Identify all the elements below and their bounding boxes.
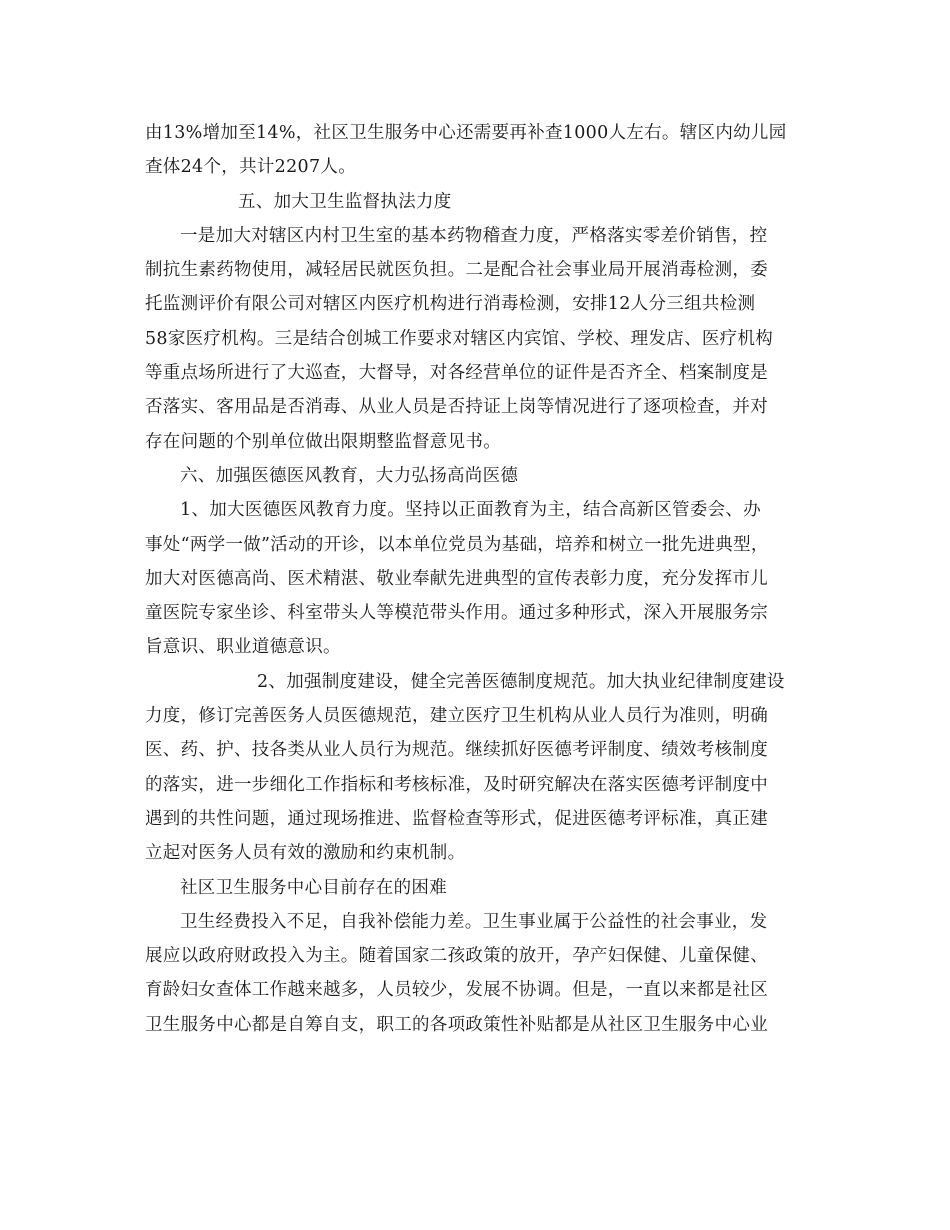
section-heading: 六、加强医德医风教育，大力弘扬高尚医德: [180, 465, 519, 486]
text-line: 托监测评价有限公司对辖区内医疗机构进行消毒检测，安排12人分三组共检测: [145, 294, 756, 315]
text-line: 存在问题的个别单位做出限期整监督意见书。: [145, 431, 501, 452]
section-heading: 五、加大卫生监督执法力度: [238, 191, 452, 212]
section-heading: 社区卫生服务中心目前存在的困难: [180, 877, 447, 898]
text-line: 否落实、客用品是否消毒、从业人员是否持证上岗等情况进行了逐项检查，并对: [145, 397, 768, 418]
paragraph-start: 卫生经费投入不足，自我补偿能力差。卫生事业属于公益性的社会事业，发: [180, 911, 768, 932]
text-line: 事处“两学一做”活动的开诊，以本单位党员为基础，培养和树立一批先进典型，: [145, 534, 769, 555]
paragraph-start: 一是加大对辖区内村卫生室的基本药物稽查力度，严格落实零差价销售，控: [180, 225, 768, 246]
text-line: 制抗生素药物使用，减轻居民就医负担。二是配合社会事业局开展消毒检测，委: [145, 260, 768, 281]
paragraph-start: 2、加强制度建设，健全完善医德制度规范。加大执业纪律制度建设: [257, 671, 785, 692]
text-line: 遇到的共性问题，通过现场推进、监督检查等形式，促进医德考评标准，真正建: [145, 808, 768, 829]
text-line: 查体24个，共计2207人。: [145, 157, 357, 178]
document-body: [145, 116, 805, 1042]
text-line: 力度，修订完善医务人员医德规范，建立医疗卫生机构从业人员行为准则，明确: [145, 706, 768, 727]
text-line: 等重点场所进行了大巡查，大督导，对各经营单位的证件是否齐全、档案制度是: [145, 363, 768, 384]
text-line: 卫生服务中心都是自筹自支，职工的各项政策性补贴都是从社区卫生服务中心业: [145, 1014, 768, 1035]
text-line: 医、药、护、技各类从业人员行为规范。继续抓好医德考评制度、绩效考核制度: [145, 740, 768, 761]
text-line: 展应以政府财政投入为主。随着国家二孩政策的放开，孕产妇保健、儿童保健、: [145, 946, 768, 967]
text-line: 育龄妇女查体工作越来越多，人员较少，发展不协调。但是，一直以来都是社区: [145, 980, 768, 1001]
paragraph-start: 1、加大医德医风教育力度。坚持以正面教育为主，结合高新区管委会、办: [180, 500, 762, 521]
text-line: 加大对医德高尚、医术精湛、敬业奉献先进典型的宣传表彰力度，充分发挥市儿: [145, 568, 768, 589]
text-line: 58家医疗机构。三是结合创城工作要求对辖区内宾馆、学校、理发店、医疗机构: [145, 328, 774, 349]
text-line: 由13%增加至14%，社区卫生服务中心还需要再补查1000人左右。辖区内幼儿园: [145, 123, 787, 143]
text-line: 立起对医务人员有效的激励和约束机制。: [145, 843, 466, 864]
text-line: 的落实，进一步细化工作指标和考核标准，及时研究解决在落实医德考评制度中: [145, 774, 768, 795]
text-line: 旨意识、职业道德意识。: [145, 637, 341, 658]
text-line: 童医院专家坐诊、科室带头人等模范带头作用。通过多种形式，深入开展服务宗: [145, 603, 768, 624]
